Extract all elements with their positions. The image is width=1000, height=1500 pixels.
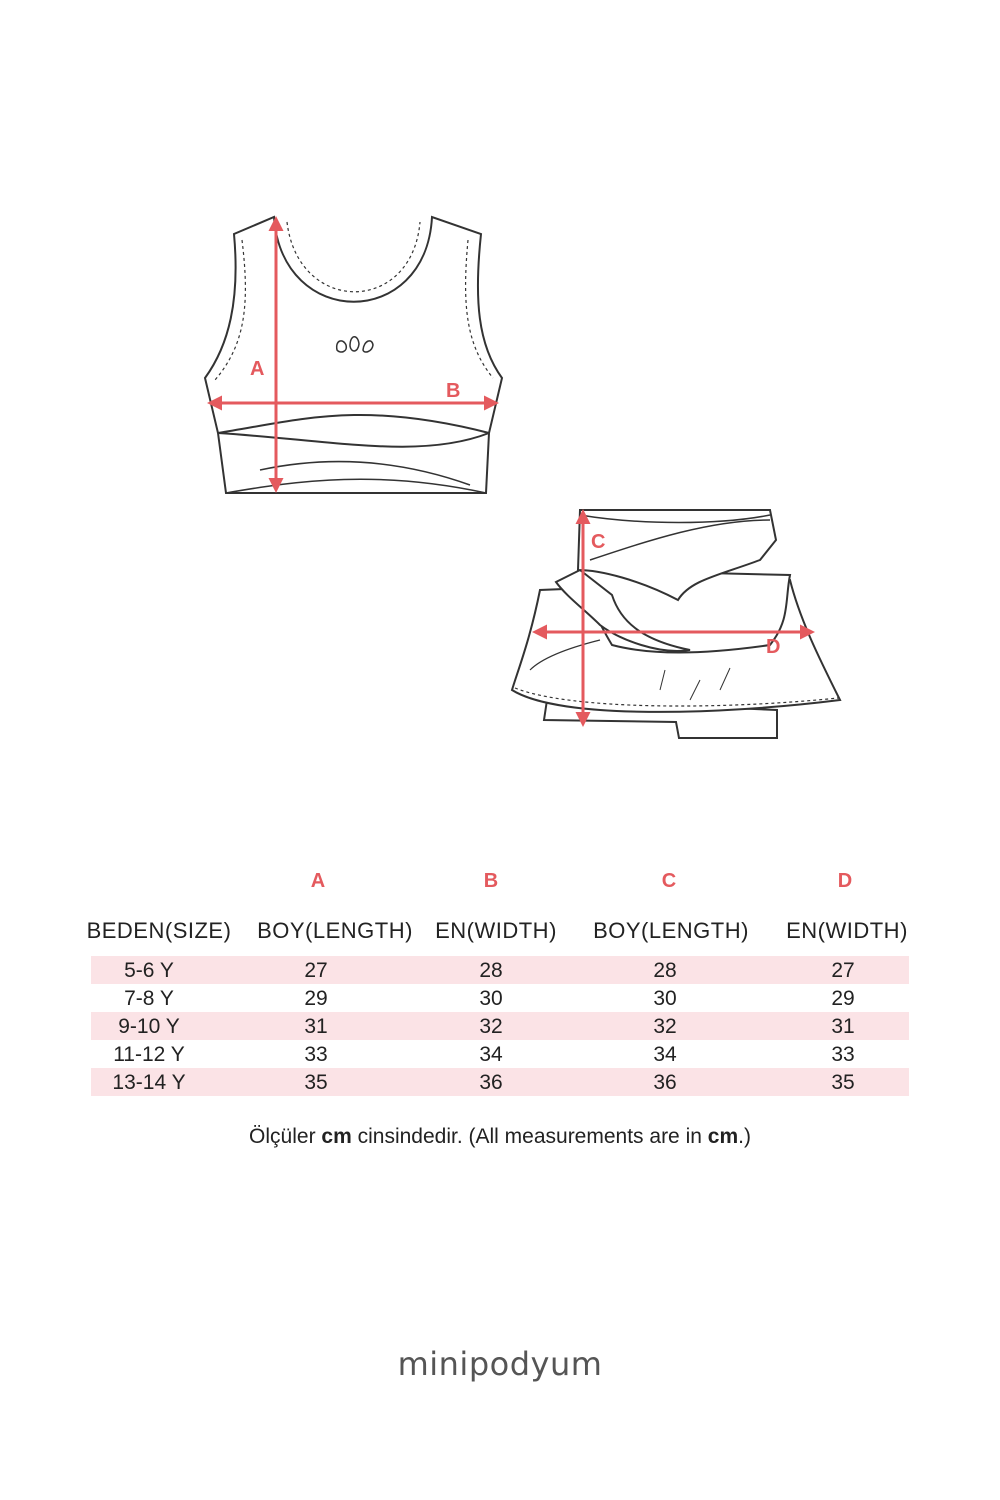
d-cell: 31 [831, 1015, 855, 1038]
letter-a: A [310, 870, 326, 892]
table-row [91, 1040, 909, 1068]
header-size: BEDEN(SIZE) [86, 918, 232, 943]
brand-logo: minipodyum [397, 1345, 603, 1383]
table-row [91, 956, 909, 984]
header-top-length: BOY(LENGTH) [257, 918, 413, 943]
skort-label-c: C [591, 531, 606, 553]
skort-drawing [512, 510, 840, 738]
d-cell: 27 [831, 959, 855, 982]
letter-b: B [483, 870, 499, 892]
size-cell: 9-10 Y [118, 1015, 180, 1038]
a-cell: 31 [304, 1015, 328, 1038]
table-body [91, 956, 909, 1096]
skort-label-d: D [766, 636, 781, 658]
c-cell: 30 [653, 987, 677, 1010]
top-label-a: A [250, 358, 265, 380]
d-cell: 35 [831, 1071, 855, 1094]
size-cell: 5-6 Y [124, 959, 174, 982]
c-cell: 36 [653, 1071, 677, 1094]
a-cell: 27 [304, 959, 328, 982]
table-row [91, 1012, 909, 1040]
note-unit-2: cm [707, 1125, 739, 1148]
letter-d: D [837, 870, 853, 892]
measurement-note [0, 1125, 1000, 1149]
a-cell: 33 [304, 1043, 328, 1066]
size-cell: 7-8 Y [124, 987, 174, 1010]
note-text-1: Ölçüler [249, 1125, 322, 1148]
b-cell: 28 [479, 959, 503, 982]
header-skort-length: BOY(LENGTH) [593, 918, 749, 943]
top-label-b: B [446, 380, 461, 402]
letter-c: C [661, 870, 677, 892]
crop-top-drawing [205, 217, 502, 493]
b-cell: 34 [479, 1043, 503, 1066]
header-skort-width: EN(WIDTH) [786, 918, 908, 943]
a-cell: 29 [304, 987, 328, 1010]
c-cell: 32 [653, 1015, 677, 1038]
size-cell: 11-12 Y [113, 1043, 185, 1066]
c-cell: 34 [653, 1043, 677, 1066]
b-cell: 36 [479, 1071, 503, 1094]
note-text-3: .) [738, 1125, 751, 1148]
d-cell: 33 [831, 1043, 855, 1066]
b-cell: 32 [479, 1015, 503, 1038]
b-cell: 30 [479, 987, 503, 1010]
table-row [91, 984, 909, 1012]
note-unit-1: cm [321, 1125, 352, 1148]
note-text-2: cinsindedir. (All measurements are in [351, 1125, 708, 1148]
table-row [91, 1068, 909, 1096]
d-cell: 29 [831, 987, 855, 1010]
c-cell: 28 [653, 959, 677, 982]
size-cell: 13-14 Y [112, 1071, 186, 1094]
a-cell: 35 [304, 1071, 328, 1094]
header-top-width: EN(WIDTH) [435, 918, 557, 943]
